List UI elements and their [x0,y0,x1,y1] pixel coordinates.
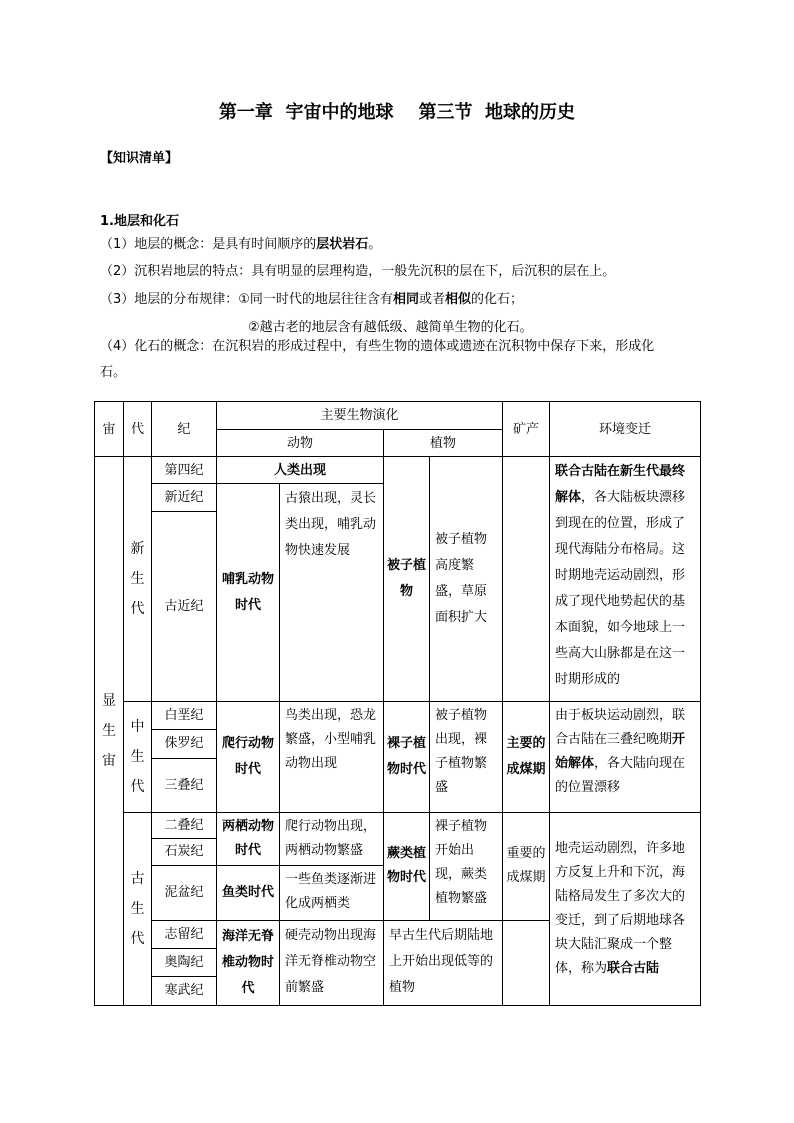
period-permian: 二叠纪 [152,812,217,838]
header-plants: 植物 [384,430,503,457]
paleozoic-environment: 地壳运动剧烈，许多地方反复上升和下沉，海陆格局发生了多次大的变迁，到了后期地球各块大陆汇聚成一个整体，称为联合古陆 [550,812,701,1005]
period-paleogene: 古近纪 [152,512,217,702]
marine-invertebrate-age: 海洋无脊椎动物时代 [217,920,280,1005]
era-cenozoic: 新生代 [124,457,152,702]
cenozoic-environment: 联合古陆在新生代最终解体，各大陆板块漂移到现在的位置，形成了现代海陆分布格局。这时期地壳运动剧烈，形成了现代地势起伏的基本面貌，如今地球上一些高大山脉都是在这一时期形成的 [550,457,701,702]
geologic-time-table [94,401,701,1006]
distribution-rule-2-line: ②越古老的地层含有越低级、越简单生物的化石。 [248,320,533,335]
eon-phanerozoic: 显生宙 [95,457,124,1006]
mammal-desc: 古猿出现，灵长类出现，哺乳动物快速发展 [280,484,384,702]
header-era: 代 [124,402,152,457]
period-silurian: 志留纪 [152,920,217,948]
period-neogene: 新近纪 [152,484,217,512]
period-quaternary: 第四纪 [152,457,217,484]
layered-rock-keyword: 层状岩石 [316,237,369,252]
fish-age: 鱼类时代 [217,865,280,920]
period-triassic: 三叠纪 [152,758,217,812]
distribution-rule-line: （3）地层的分布规律：①同一时代的地层往往含有相同或者相似的化石； [100,292,523,307]
paleozoic-mineral-empty [503,920,550,1005]
strata-fossils-heading: 1.地层和化石 [100,214,179,229]
period-cretaceous: 白垩纪 [152,702,217,730]
sedimentary-strata-line: （2）沉积岩地层的特点：具有明显的层理构造，一般先沉积的层在下，后沉积的层在上。 [100,264,616,279]
header-environment: 环境变迁 [550,402,701,457]
fossil-concept-line-2: 石。 [100,365,127,380]
gymnosperm-age: 裸子植物时代 [384,702,430,812]
early-land-plants: 早古生代后期陆地上开始出现低等的植物 [384,920,503,1005]
gymnosperm-desc: 被子植物出现，裸子植物繁盛 [430,702,503,812]
amphibian-desc: 爬行动物出现，两栖动物繁盛 [280,812,384,865]
angiosperm-desc: 被子植物高度繁盛，草原面积扩大 [430,457,503,702]
era-paleozoic: 古生代 [124,812,152,1005]
header-mineral: 矿产 [503,402,550,457]
mesozoic-environment: 由于板块运动剧烈，联合古陆在三叠纪晚期开始解体，各大陆向现在的位置漂移 [550,702,701,812]
header-animals: 动物 [217,430,384,457]
era-mesozoic: 中生代 [124,702,152,812]
fossil-concept-line: （4）化石的概念：在沉积岩的形成过程中，有些生物的遗体或遗迹在沉积物中保存下来，形成化 [100,339,655,354]
knowledge-list-label: 【知识清单】 [100,151,179,166]
fern-desc: 裸子植物开始出现，蕨类植物繁盛 [430,812,503,920]
period-cambrian: 寒武纪 [152,976,217,1005]
header-period: 纪 [152,402,217,457]
period-jurassic: 侏罗纪 [152,730,217,758]
page-title: 第一章 宇宙中的地球 第三节 地球的历史 [218,102,576,123]
mesozoic-mineral: 主要的成煤期 [503,702,550,812]
period-ordovician: 奥陶纪 [152,948,217,976]
marine-invertebrate-desc: 硬壳动物出现海洋无脊椎动物空前繁盛 [280,920,384,1005]
header-bio-evolution: 主要生物演化 [217,402,503,430]
human-appearance: 人类出现 [217,457,384,484]
strata-concept-line: （1）地层的概念：是具有时间顺序的层状岩石。 [100,237,382,252]
reptile-age: 爬行动物时代 [217,702,280,812]
fish-desc: 一些鱼类逐渐进化成两栖类 [280,865,384,920]
period-carboniferous: 石炭纪 [152,838,217,865]
amphibian-age: 两栖动物时代 [217,812,280,865]
mammal-age: 哺乳动物时代 [217,484,280,702]
cenozoic-mineral [503,457,550,702]
reptile-desc: 鸟类出现，恐龙繁盛，小型哺乳动物出现 [280,702,384,812]
fern-age: 蕨类植物时代 [384,812,430,920]
header-eon: 宙 [95,402,124,457]
paleozoic-mineral: 重要的成煤期 [503,812,550,920]
angiosperm-age: 被子植物 [384,457,430,702]
period-devonian: 泥盆纪 [152,865,217,920]
